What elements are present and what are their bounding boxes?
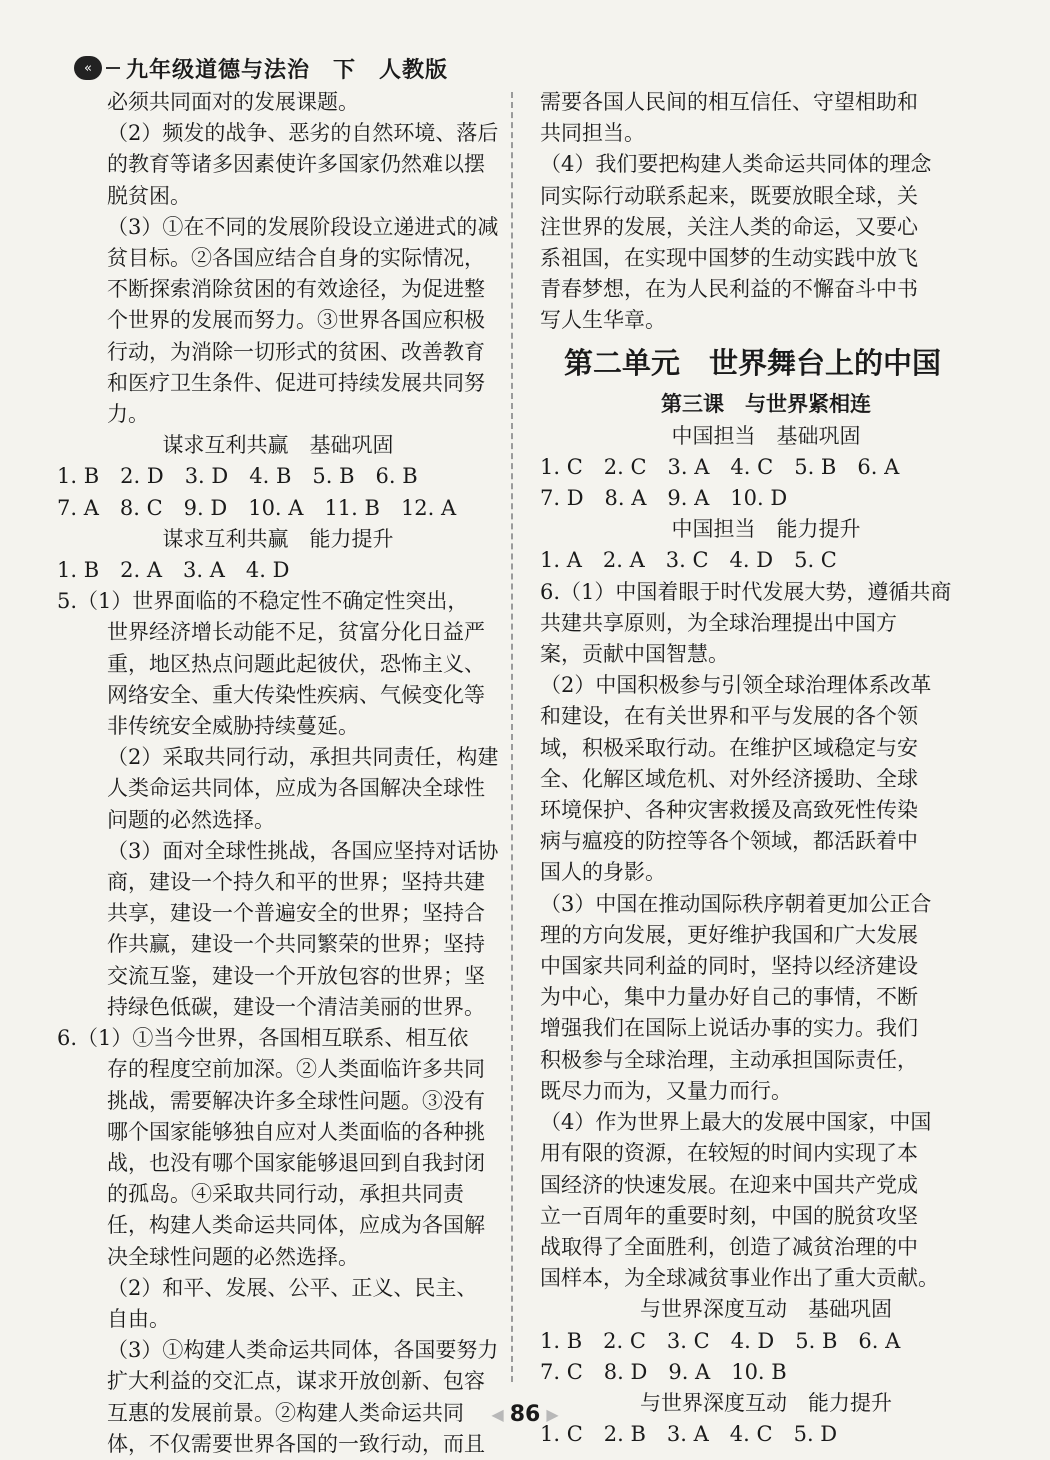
section-heading: 谋求互利共赢 能力提升 <box>162 526 394 551</box>
text-line: 任，构建人类命运共同体，应成为各国解 <box>107 1213 485 1238</box>
text-line: 重，地区热点问题此起彼伏，恐怖主义、 <box>107 651 485 676</box>
text-line: 理的方向发展，更好维护我国和广大发展 <box>540 922 918 947</box>
page-header <box>74 50 448 86</box>
text-line: 贫目标。②各国应结合自身的实际情况， <box>107 246 485 271</box>
text-line: 不断探索消除贫困的有效途径，为促进整 <box>107 277 485 302</box>
answer-line: 1. C 2. C 3. A 4. C 5. B 6. A <box>540 454 900 479</box>
text-line: 和建设，在有关世界和平与发展的各个领 <box>540 704 918 729</box>
text-line: 6.（1）中国着眼于时代发展大势，遵循共商 <box>540 579 952 604</box>
text-line: 立一百周年的重要时刻，中国的脱贫攻坚 <box>540 1203 918 1228</box>
text-line: 作共赢，建设一个共同繁荣的世界；坚持 <box>107 932 485 957</box>
text-line: （2）中国积极参与引领全球治理体系改革 <box>540 673 932 698</box>
answer-line: 1. B 2. C 3. C 4. D 5. B 6. A <box>540 1328 901 1353</box>
text-line: 写人生华章。 <box>540 308 666 333</box>
text-line: （3）中国在推动国际秩序朝着更加公正合 <box>540 891 932 916</box>
text-line: 共同担当。 <box>540 121 645 146</box>
unit-heading: 第二单元 世界舞台上的中国 <box>564 345 942 380</box>
text-line: 国经济的快速发展。在迎来中国共产党成 <box>540 1172 918 1197</box>
text-line: 需要各国人民间的相互信任、守望相助和 <box>540 90 918 114</box>
text-line: （3）面对全球性挑战，各国应坚持对话协 <box>107 838 499 863</box>
answer-line: 1. B 2. A 3. A 4. D <box>57 558 290 583</box>
text-line: 国人的身影。 <box>540 860 666 885</box>
text-line: 行动，为消除一切形式的贫困、改善教育 <box>107 339 485 364</box>
text-line: 案，贡献中国智慧。 <box>540 642 729 667</box>
text-line: 为中心，集中力量办好自己的事情，不断 <box>540 985 918 1010</box>
text-line: 互惠的发展前景。②构建人类命运共同 <box>107 1400 464 1425</box>
page-number: 86 <box>509 1402 541 1427</box>
triangle-right-icon: ▶ <box>546 1405 559 1424</box>
text-line: 个世界的发展而努力。③世界各国应积极 <box>107 308 485 333</box>
text-line: 青春梦想，在为人民利益的不懈奋斗中书 <box>540 277 918 302</box>
text-line: 全、化解区域危机、对外经济援助、全球 <box>540 766 918 791</box>
text-line: 同实际行动联系起来，既要放眼全球，关 <box>540 183 918 208</box>
text-line: （4）我们要把构建人类命运共同体的理念 <box>540 152 932 177</box>
text-line: 的孤岛。④采取共同行动，承担共同责 <box>107 1182 464 1207</box>
text-line: 5.（1）世界面临的不稳定性不确定性突出， <box>57 589 469 614</box>
text-line: 战，也没有哪个国家能够退回到自我封闭 <box>107 1150 485 1175</box>
text-line: （4）作为世界上最大的发展中国家，中国 <box>540 1110 932 1135</box>
header-divider <box>106 67 120 69</box>
text-line: 存的程度空前加深。②人类面临许多共同 <box>107 1057 485 1082</box>
text-line: 环境保护、各种灾害救援及高致死性传染 <box>540 798 918 823</box>
text-line: （2）采取共同行动，承担共同责任，构建 <box>107 745 499 770</box>
text-line: 用有限的资源，在较短的时间内实现了本 <box>540 1141 918 1166</box>
answer-line: 1. A 2. A 3. C 4. D 5. C <box>540 548 837 573</box>
answer-line: 7. C 8. D 9. A 10. B <box>540 1359 787 1384</box>
section-heading: 中国担当 基础巩固 <box>671 423 861 448</box>
section-heading: 与世界深度互动 基础巩固 <box>640 1297 892 1322</box>
text-line: （3）①构建人类命运共同体，各国要努力 <box>107 1338 499 1363</box>
paragraph: 必须共同面对的发展课题。 <box>107 90 359 114</box>
section-heading: 中国担当 能力提升 <box>671 517 861 542</box>
text-line: 和医疗卫生条件、促进可持续发展共同努力。 <box>107 370 485 427</box>
text-line: 系祖国，在实现中国梦的生动实践中放飞 <box>540 246 918 271</box>
text-line: 增强我们在国际上说话办事的实力。我们 <box>540 1016 918 1041</box>
page-number-bar <box>0 1402 1050 1427</box>
answer-line: 1. C 2. B 3. A 4. C 5. D <box>540 1422 838 1447</box>
text-line: 持绿色低碳，建设一个清洁美丽的世界。 <box>107 994 485 1019</box>
text-line: 决全球性问题的必然选择。 <box>107 1244 359 1269</box>
text-line: 共享，建设一个普遍安全的世界；坚持合 <box>107 901 485 926</box>
text-line: 病与瘟疫的防控等各个领域，都活跃着中 <box>540 829 918 854</box>
book-title: 九年级道德与法治 下 人教版 <box>126 57 449 83</box>
text-line: 交流互鉴，建设一个开放包容的世界；坚 <box>107 963 485 988</box>
left-column <box>57 87 499 1460</box>
text-line: 挑战，需要解决许多全球性问题。③没有 <box>107 1088 485 1113</box>
text-line: 脱贫困。 <box>107 183 191 208</box>
text-line: 网络安全、重大传染性疾病、气候变化等 <box>107 682 485 707</box>
text-line: 世界经济增长动能不足，贫富分化日益严 <box>107 620 485 645</box>
answer-line: 1. B 2. D 3. D 4. B 5. B 6. B <box>57 464 418 489</box>
text-line: 扩大利益的交汇点，谋求开放创新、包容 <box>107 1369 485 1394</box>
lesson-heading: 第三课 与世界紧相连 <box>661 391 871 416</box>
section-heading: 与世界深度互动 能力提升 <box>640 1390 892 1415</box>
text-line: 注世界的发展，关注人类的命运，又要心 <box>540 214 918 239</box>
text-line: 积极参与全球治理，主动承担国际责任， <box>540 1047 918 1072</box>
text-line: 问题的必然选择。 <box>107 807 275 832</box>
text-line: 中国家共同利益的同时，坚持以经济建设 <box>540 954 918 979</box>
text-line: 共建共享原则，为全球治理提出中国方 <box>540 610 897 635</box>
text-line: 域，积极采取行动。在维护区域稳定与安 <box>540 735 918 760</box>
right-column <box>540 87 992 1450</box>
double-chevron-left-icon: « <box>74 56 102 80</box>
text-line: 体，不仅需要世界各国的一致行动，而且 <box>107 1431 485 1456</box>
answer-line: 7. A 8. C 9. D 10. A 11. B 12. A <box>57 495 457 520</box>
text-line: 的教育等诸多因素使许多国家仍然难以摆 <box>107 152 485 177</box>
column-divider <box>511 92 513 1382</box>
text-line: 人类命运共同体，应成为各国解决全球性 <box>107 776 485 801</box>
text-line: （2）和平、发展、公平、正义、民主、 <box>107 1275 478 1300</box>
section-heading: 谋求互利共赢 基础巩固 <box>162 433 394 458</box>
text-line: 6.（1）①当今世界，各国相互联系、相互依 <box>57 1026 469 1051</box>
answer-line: 7. D 8. A 9. A 10. D <box>540 486 788 511</box>
text-line: 非传统安全威胁持续蔓延。 <box>107 714 359 739</box>
triangle-left-icon: ◀ <box>491 1405 504 1424</box>
text-line: 既尽力而为，又量力而行。 <box>540 1078 792 1103</box>
text-line: 自由。 <box>107 1306 170 1331</box>
text-line: 国样本，为全球减贫事业作出了重大贡献。 <box>540 1266 939 1291</box>
text-line: 商，建设一个持久和平的世界；坚持共建 <box>107 870 485 895</box>
text-line: 哪个国家能够独自应对人类面临的各种挑 <box>107 1119 485 1144</box>
text-line: （2）频发的战争、恶劣的自然环境、落后 <box>107 121 499 146</box>
text-line: 战取得了全面胜利，创造了减贫治理的中 <box>540 1234 918 1259</box>
text-line: （3）①在不同的发展阶段设立递进式的减 <box>107 214 499 239</box>
